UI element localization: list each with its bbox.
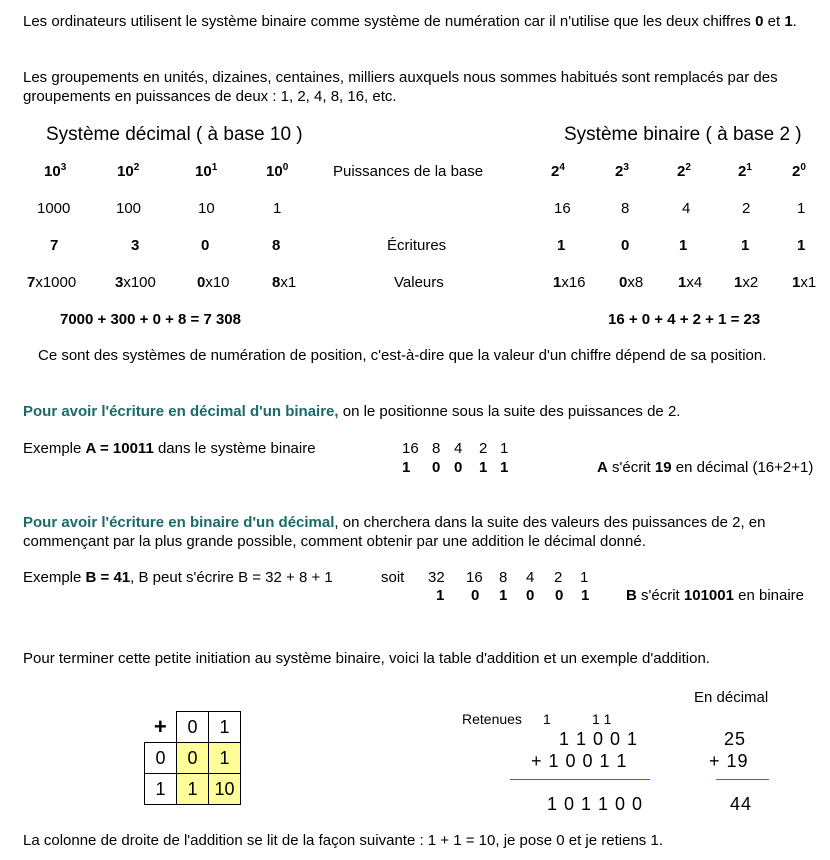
- decimal-system-heading: Système décimal ( à base 10 ): [46, 124, 303, 145]
- decimal-power: $10^1$: [195, 162, 218, 180]
- binary-system-heading: Système binaire ( à base 2 ): [564, 124, 802, 145]
- binary-value: 1x1: [792, 274, 817, 291]
- example-b-bit: 1: [581, 587, 590, 604]
- conclusion-intro: Pour terminer cette petite initiation au système binaire, voici la table d'addition et un exemple d'addition.: [23, 650, 710, 667]
- col-header: 1: [209, 712, 241, 743]
- decimal-place-value: 10: [198, 200, 215, 217]
- binary-value: 1x16: [553, 274, 586, 291]
- binary-digit: 1: [741, 237, 750, 254]
- binary-place-value: 8: [621, 200, 630, 217]
- decimal-place-value: 1000: [37, 200, 71, 217]
- example-b-power: 4: [526, 569, 535, 586]
- decimal-digit: 3: [131, 237, 140, 254]
- carry-value: 1 1: [592, 711, 612, 727]
- final-note: La colonne de droite de l'addition se lit de la façon suivante : 1 + 1 = 10, je pose 0 et je retiens 1.: [23, 832, 663, 849]
- decimal-power: $10^0$: [266, 162, 289, 180]
- example-a-power: 8: [432, 440, 441, 457]
- binary-power: $2^1$: [738, 162, 752, 180]
- sum-rule: [510, 779, 650, 780]
- decimal-digit: 0: [201, 237, 210, 254]
- decimal-power: $10^3$: [44, 162, 67, 180]
- intro-text: et: [763, 13, 785, 30]
- table-cell: 1: [177, 774, 209, 805]
- binary-sum: 16 + 0 + 4 + 2 + 1 = 23: [608, 311, 761, 328]
- operand-1: 1 1 0 0 1: [559, 729, 639, 749]
- binary-place-value: 16: [554, 200, 571, 217]
- example-b-power: 32: [428, 569, 445, 586]
- dec-to-bin-title: [23, 513, 828, 551]
- example-a-result: A s'écrit 19 en décimal (16+2+1): [597, 459, 814, 476]
- decimal-value: 0x10: [197, 274, 230, 291]
- example-a: Exemple A = 10011 dans le système binaire: [23, 440, 316, 457]
- binary-digit: 1: [679, 237, 688, 254]
- example-b-power: 16: [466, 569, 483, 586]
- dec-result: 44: [730, 794, 753, 814]
- binary-power: $2^2$: [677, 162, 691, 180]
- example-b-soit: soit: [381, 569, 405, 586]
- example-b-power: 1: [580, 569, 589, 586]
- intro-paragraph-1: [23, 12, 828, 31]
- decimal-sum: 7000 + 300 + 0 + 8 = 7 308: [60, 311, 241, 328]
- bin-to-dec-title: [23, 403, 680, 420]
- binary-value: 1x4: [678, 274, 703, 291]
- addition-table: [144, 711, 241, 805]
- binary-power: $2^4$: [551, 162, 565, 180]
- row-header: 1: [145, 774, 177, 805]
- example-a-power: 2: [479, 440, 488, 457]
- example-a-bit: 1: [402, 459, 411, 476]
- row-header: 0: [145, 743, 177, 774]
- example-b-bit: 0: [555, 587, 564, 604]
- dec-to-bin-rest: , on cherchera dans la suite des valeurs des puissances de 2, en commençant par la plus grande possible, comment obtenir par une addition le décimal donné.: [23, 514, 766, 550]
- example-a-bit: 1: [500, 459, 509, 476]
- example-a-bit: 0: [454, 459, 463, 476]
- example-b-bit: 0: [471, 587, 480, 604]
- binary-place-value: 4: [682, 200, 691, 217]
- table-cell: 10: [209, 774, 241, 805]
- example-a-power: 16: [402, 440, 419, 457]
- col-header: 0: [177, 712, 209, 743]
- carry-value: 1: [543, 711, 551, 727]
- dec-operand-1: 25: [724, 729, 747, 749]
- binary-power: $2^3$: [615, 162, 629, 180]
- example-b: Exemple B = 41, B peut s'écrire B = 32 + 8 + 1: [23, 569, 333, 586]
- digit-zero: 0: [755, 13, 764, 30]
- binary-digit: 1: [557, 237, 566, 254]
- dec-operand-2: + 19: [709, 751, 749, 771]
- intro-text: Les ordinateurs utilisent le système binaire comme système de numération car il n'utilise que les deux chiffres: [23, 13, 756, 30]
- example-a-power: 1: [500, 440, 509, 457]
- carries-label: Retenues: [462, 711, 522, 727]
- digit-one: 1: [784, 13, 793, 30]
- table-cell: 0: [177, 743, 209, 774]
- binary-place-value: 2: [742, 200, 751, 217]
- binary-digit: 0: [621, 237, 630, 254]
- decimal-place-value: 1: [273, 200, 282, 217]
- binary-digit: 1: [797, 237, 806, 254]
- intro-paragraph-2: Les groupements en unités, dizaines, centaines, milliers auxquels nous sommes habitués sont remplacés par des groupements en puissances de deux : 1, 2, 4, 8, 16, etc.: [23, 69, 778, 105]
- example-a-power: 4: [454, 440, 463, 457]
- intro-text: .: [792, 13, 797, 30]
- example-b-power: 2: [554, 569, 563, 586]
- binary-value: 0x8: [619, 274, 644, 291]
- binary-power: $2^0$: [792, 162, 806, 180]
- decimal-digit: 7: [50, 237, 59, 254]
- decimal-power: $10^2$: [117, 162, 140, 180]
- bin-to-dec-lead: Pour avoir l'écriture en décimal d'un binaire,: [23, 403, 339, 420]
- operand-2: + 1 0 0 1 1: [531, 751, 628, 771]
- example-b-bit: 0: [526, 587, 535, 604]
- example-a-bit: 0: [432, 459, 441, 476]
- example-b-result: B s'écrit 101001 en binaire: [626, 587, 805, 604]
- example-b-bit: 1: [436, 587, 445, 604]
- example-b-power: 8: [499, 569, 508, 586]
- addition-operator: +: [153, 713, 167, 739]
- decimal-digit: 8: [272, 237, 281, 254]
- row-label-values: Valeurs: [394, 274, 444, 291]
- result: 1 0 1 1 0 0: [547, 794, 644, 814]
- bin-to-dec-rest: on le positionne sous la suite des puissances de 2.: [338, 403, 681, 420]
- positional-note: Ce sont des systèmes de numération de position, c'est-à-dire que la valeur d'un chiffre dépend de sa position.: [38, 347, 767, 364]
- decimal-value: 8x1: [272, 274, 297, 291]
- table-cell: 1: [209, 743, 241, 774]
- binary-value: 1x2: [734, 274, 759, 291]
- row-label-powers: Puissances de la base: [333, 163, 484, 180]
- decimal-label: En décimal: [694, 689, 769, 706]
- dec-to-bin-lead: Pour avoir l'écriture en binaire d'un décimal: [23, 514, 335, 531]
- decimal-value: 3x100: [115, 274, 156, 291]
- row-label-writing: Écritures: [387, 237, 447, 254]
- decimal-value: 7x1000: [27, 274, 77, 291]
- example-b-bit: 1: [499, 587, 508, 604]
- example-a-bit: 1: [479, 459, 488, 476]
- binary-place-value: 1: [797, 200, 806, 217]
- dec-sum-rule: [716, 779, 769, 780]
- decimal-place-value: 100: [116, 200, 142, 217]
